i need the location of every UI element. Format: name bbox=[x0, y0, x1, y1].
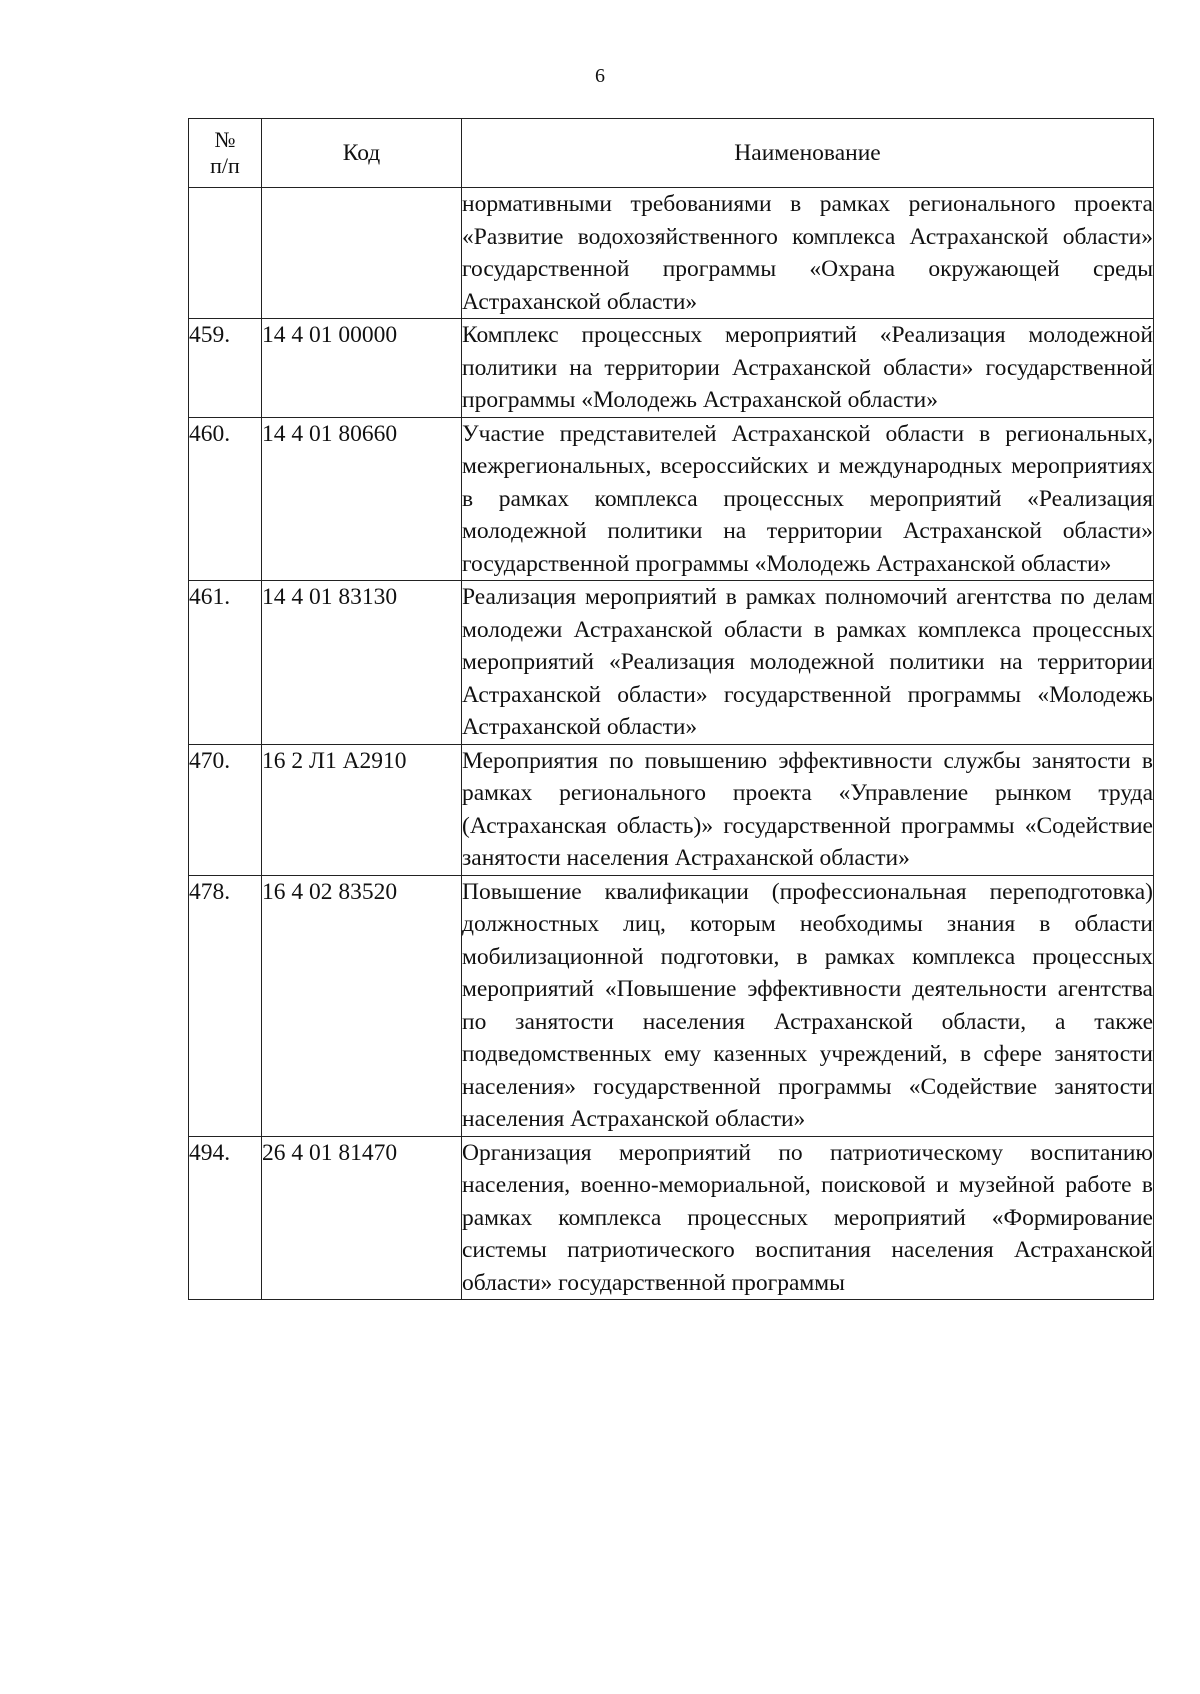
table-row bbox=[189, 1136, 1154, 1300]
row-number: 460. bbox=[189, 417, 262, 581]
table-row bbox=[189, 188, 1154, 319]
row-name: Реализация мероприятий в рамках полномочий агентства по делам молодежи Астраханской области в рамках комплекса процессных мероприятий «Реализация молодежной политики на территории Астраханской области» государственной программы «Молодежь Астраханской области» bbox=[462, 581, 1154, 745]
row-code: 26 4 01 81470 bbox=[262, 1136, 462, 1300]
table-row bbox=[189, 744, 1154, 875]
table-row bbox=[189, 417, 1154, 581]
row-number: 461. bbox=[189, 581, 262, 745]
header-num-label: п/п bbox=[210, 153, 240, 178]
row-code: 16 4 02 83520 bbox=[262, 875, 462, 1136]
row-code: 14 4 01 83130 bbox=[262, 581, 462, 745]
header-num bbox=[189, 119, 262, 188]
row-name: Повышение квалификации (профессиональная переподготовка) должностных лиц, которым необходимы знания в области мобилизационной подготовки, в рамках комплекса процессных мероприятий «Повышение эффективности деятельности агентства по занятости населения Астраханской области, а также подведомственных ему казенных учреждений, в сфере занятости населения» государственной программы «Содействие занятости населения Астраханской области» bbox=[462, 875, 1154, 1136]
header-code: Код bbox=[262, 119, 462, 188]
table-row bbox=[189, 319, 1154, 418]
row-code bbox=[262, 188, 462, 319]
page-number: 6 bbox=[595, 65, 605, 87]
row-code: 16 2 Л1 А2910 bbox=[262, 744, 462, 875]
row-code: 14 4 01 00000 bbox=[262, 319, 462, 418]
table-row bbox=[189, 581, 1154, 745]
row-name: Участие представителей Астраханской области в региональных, межрегиональных, всероссийских и международных мероприятиях в рамках комплекса процессных мероприятий «Реализация молодежной политики на территории Астраханской области» государственной программы «Молодежь Астраханской области» bbox=[462, 417, 1154, 581]
row-number: 459. bbox=[189, 319, 262, 418]
budget-classification-table bbox=[188, 118, 1154, 1300]
row-code: 14 4 01 80660 bbox=[262, 417, 462, 581]
table-row bbox=[189, 875, 1154, 1136]
row-name: Мероприятия по повышению эффективности службы занятости в рамках регионального проекта «Управление рынком труда (Астраханская область)» государственной программы «Содействие занятости населения Астраханской области» bbox=[462, 744, 1154, 875]
row-name: Комплекс процессных мероприятий «Реализация молодежной политики на территории Астраханской области» государственной программы «Молодежь Астраханской области» bbox=[462, 319, 1154, 418]
header-num-symbol: № bbox=[214, 127, 236, 152]
row-number bbox=[189, 188, 262, 319]
row-number: 470. bbox=[189, 744, 262, 875]
table-header-row bbox=[189, 119, 1154, 188]
header-name: Наименование bbox=[462, 119, 1154, 188]
row-name: нормативными требованиями в рамках регионального проекта «Развитие водохозяйственного комплекса Астраханской области» государственной программы «Охрана окружающей среды Астраханской области» bbox=[462, 188, 1154, 319]
row-number: 478. bbox=[189, 875, 262, 1136]
row-number: 494. bbox=[189, 1136, 262, 1300]
row-name: Организация мероприятий по патриотическому воспитанию населения, военно-мемориальной, поисковой и музейной работе в рамках комплекса процессных мероприятий «Формирование системы патриотического воспитания населения Астраханской области» государственной программы bbox=[462, 1136, 1154, 1300]
